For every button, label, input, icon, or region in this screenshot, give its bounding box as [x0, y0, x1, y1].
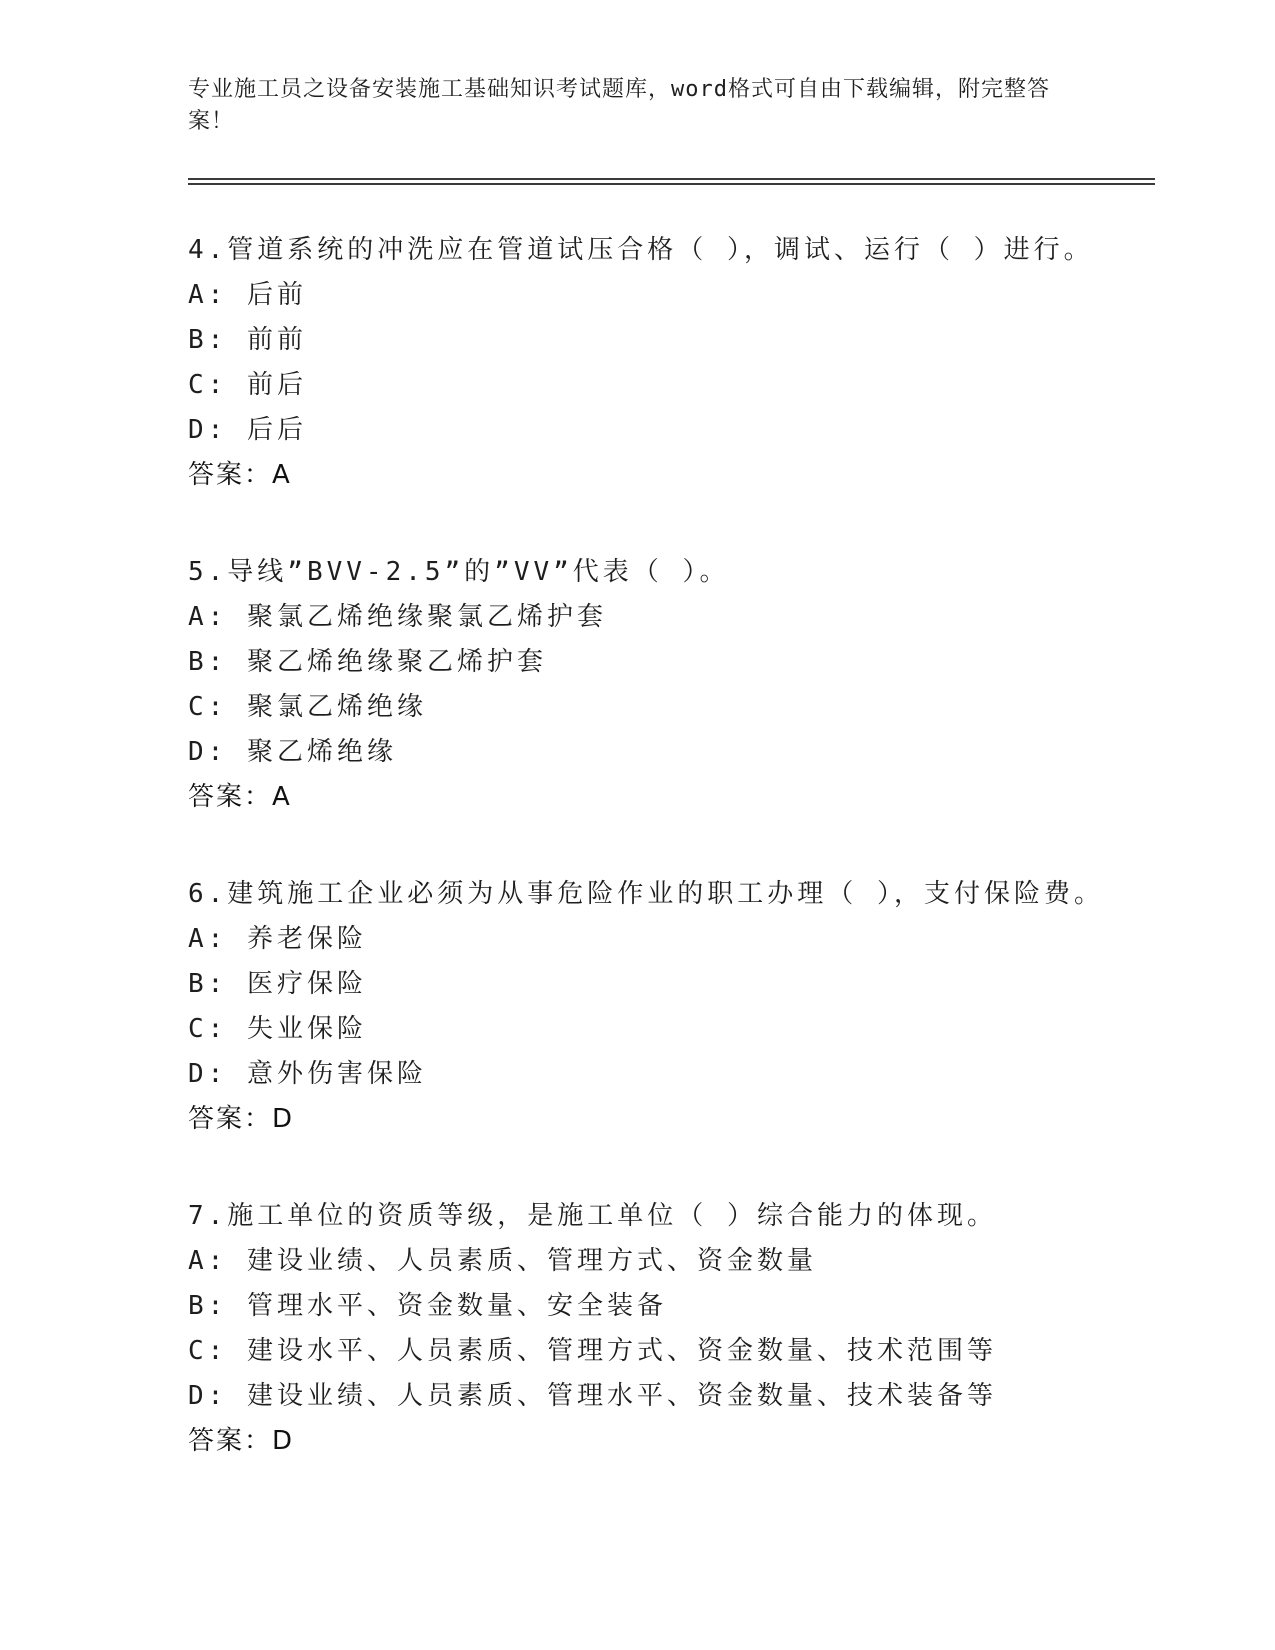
option-b: B: 管理水平、资金数量、安全装备	[188, 1291, 667, 1321]
option-c: C: 失业保险	[188, 1014, 367, 1044]
option-d: D: 建设业绩、人员素质、管理水平、资金数量、技术装备等	[188, 1381, 997, 1411]
document-header: 专业施工员之设备安装施工基础知识考试题库，word格式可自由下载编辑，附完整答案！	[188, 77, 1050, 134]
question-block	[188, 872, 1148, 1142]
option-a: A: 后前	[188, 280, 307, 310]
question-text: 4.管道系统的冲洗应在管道试压合格（ ），调试、运行（ ）进行。	[188, 235, 1094, 265]
option-d: D: 意外伤害保险	[188, 1059, 427, 1089]
option-c: C: 聚氯乙烯绝缘	[188, 692, 427, 722]
header-divider-bottom	[188, 183, 1155, 185]
question-block	[188, 228, 1148, 498]
answer-label: 答案：D	[188, 1426, 295, 1456]
option-a: A: 建设业绩、人员素质、管理方式、资金数量	[188, 1246, 817, 1276]
option-a: A: 聚氯乙烯绝缘聚氯乙烯护套	[188, 602, 607, 632]
answer-label: 答案：A	[188, 782, 292, 812]
answer-label: 答案：D	[188, 1104, 295, 1134]
option-c: C: 前后	[188, 370, 307, 400]
question-block	[188, 550, 1148, 820]
option-b: B: 医疗保险	[188, 969, 367, 999]
question-block	[188, 1194, 1148, 1464]
option-c: C: 建设水平、人员素质、管理方式、资金数量、技术范围等	[188, 1336, 997, 1366]
option-a: A: 养老保险	[188, 924, 367, 954]
header-divider-top	[188, 178, 1155, 180]
question-text: 6.建筑施工企业必须为从事危险作业的职工办理（ ），支付保险费。	[188, 879, 1104, 909]
option-d: D: 后后	[188, 415, 307, 445]
option-d: D: 聚乙烯绝缘	[188, 737, 397, 767]
option-b: B: 聚乙烯绝缘聚乙烯护套	[188, 647, 547, 677]
question-text: 5.导线”BVV-2.5”的”VV”代表（ ）。	[188, 557, 730, 587]
answer-label: 答案：A	[188, 460, 292, 490]
question-text: 7.施工单位的资质等级，是施工单位（ ）综合能力的体现。	[188, 1201, 997, 1231]
option-b: B: 前前	[188, 325, 307, 355]
